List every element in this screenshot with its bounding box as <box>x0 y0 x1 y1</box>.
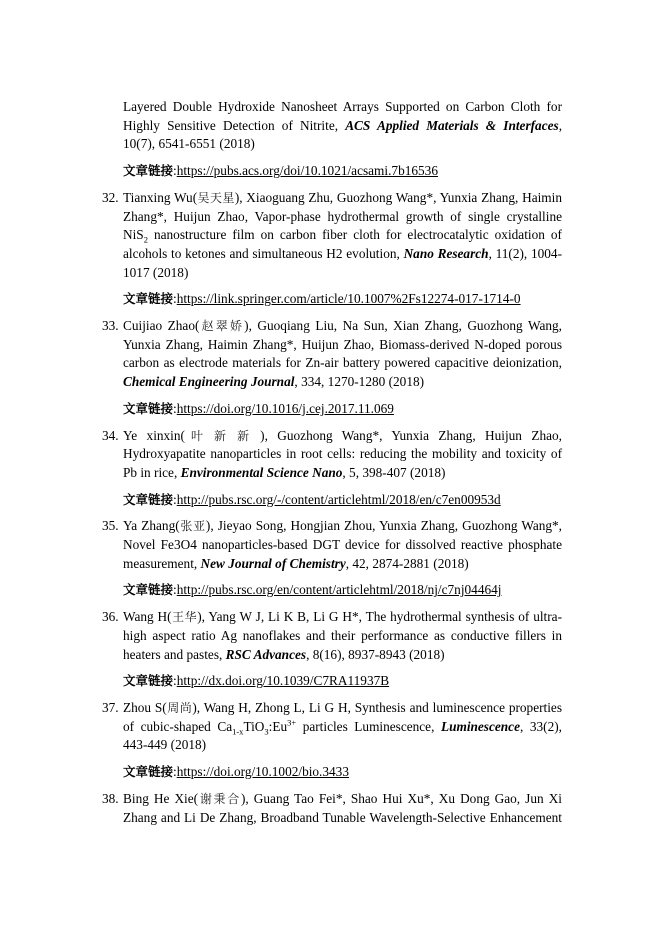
link-label: 文章链接 <box>123 491 174 507</box>
reference-details: , 8(16), 8937-8943 (2018) <box>306 646 445 662</box>
reference-text <box>123 517 562 573</box>
title-rest: particles Luminescence, <box>296 718 441 734</box>
link-separator: : <box>173 163 177 179</box>
reference-number: 34. <box>102 427 119 443</box>
authors-and-title: ), Wang H, Zhong L, Li G H, Synthesis and luminescence properties of cubic-shaped Ca <box>123 699 562 734</box>
reference-number: 32. <box>102 189 119 205</box>
author-chinese-name: 赵翠娇 <box>199 319 245 334</box>
journal-name: Environmental Science Nano <box>180 464 343 480</box>
authors-and-title: ), Guozhong Wang*, Yunxia Zhang, Huijun Zhao, Hydroxyapatite nanoparticles in root cells: reducing the mobility and toxicity of Pb in rice, <box>123 427 562 480</box>
link-separator: : <box>173 764 177 780</box>
reference-text <box>123 98 562 154</box>
author-chinese-name: 张亚 <box>179 519 206 534</box>
article-link-line <box>102 400 562 419</box>
article-link-line <box>102 581 562 600</box>
article-link[interactable]: http://pubs.rsc.org/en/content/articlehtml/2018/nj/c7nj04464j <box>176 582 502 598</box>
article-link-line <box>102 491 562 510</box>
authors-and-title: ), Yang W J, Li K B, Li G H*, The hydrothermal synthesis of ultra-high aspect ratio Ag nanoflakes and their performance as conductive fillers in heaters and pastes, <box>123 609 562 662</box>
reference-details: , 5, 398-407 (2018) <box>342 464 446 480</box>
reference-details: , 10(7), 6541-6551 (2018) <box>123 117 563 152</box>
journal-name: Nano Research <box>403 245 489 261</box>
reference-number: 38. <box>102 790 119 806</box>
author: Bing He Xie( <box>123 790 199 806</box>
journal-name: ACS Applied Materials & Interfaces <box>345 117 559 133</box>
article-link[interactable]: https://pubs.acs.org/doi/10.1021/acsami.7b16536 <box>176 163 438 179</box>
title-rest: nanostructure film on carbon fiber cloth for electrocatalytic oxidation of alcohols to ketones and simultaneous H2 evolution, <box>123 227 562 261</box>
link-separator: : <box>173 582 177 598</box>
author-chinese-name: 王华 <box>171 610 198 625</box>
article-link[interactable]: https://doi.org/10.1016/j.cej.2017.11.069 <box>176 400 394 416</box>
formula-subscript: 1-x <box>232 726 244 737</box>
article-link[interactable]: https://link.springer.com/article/10.1007%2Fs12274-017-1714-0 <box>176 291 521 307</box>
link-label: 文章链接 <box>123 291 174 307</box>
link-label: 文章链接 <box>123 764 174 780</box>
article-link-line <box>102 290 562 309</box>
authors-and-title: ), Guoqiang Liu, Na Sun, Xian Zhang, Guozhong Wang, Yunxia Zhang, Haimin Zhang*, Huijun Zhao, Biomass-derived N-doped porous carbon as electrode materials for Zn-air battery powered capacitive deionization, <box>123 318 562 371</box>
author-chinese-name: 谢秉合 <box>198 791 241 806</box>
reference-number: 37. <box>102 699 119 715</box>
article-link[interactable]: https://doi.org/10.1002/bio.3433 <box>176 764 349 780</box>
reference-number: 36. <box>102 609 119 625</box>
link-separator: : <box>173 491 177 507</box>
journal-name: New Journal of Chemistry <box>200 555 346 571</box>
formula-superscript: 3+ <box>287 717 297 728</box>
article-link[interactable]: http://pubs.rsc.org/-/content/articlehtml/2018/en/c7en00953d <box>176 491 501 507</box>
reference-text <box>123 608 562 664</box>
link-separator: : <box>173 673 177 689</box>
reference-entry-32 <box>102 189 562 283</box>
author: Zhou S( <box>123 699 167 715</box>
reference-details: , 11(2), 1004-1017 (2018) <box>123 245 562 280</box>
reference-details: , 42, 2874-2881 (2018) <box>345 555 469 571</box>
author-chinese-name: 叶新新 <box>184 428 261 443</box>
reference-entry-33 <box>102 317 562 392</box>
reference-entry-continued <box>102 98 562 154</box>
reference-details: , 33(2), 443-449 (2018) <box>123 718 562 753</box>
formula-subscript: 3 <box>264 726 269 737</box>
article-link-line <box>102 672 562 691</box>
reference-entry-37 <box>102 699 562 755</box>
formula-part: TiO <box>243 718 265 734</box>
journal-name: RSC Advances <box>225 646 307 662</box>
author: Ye xinxin( <box>123 427 185 443</box>
journal-name: Chemical Engineering Journal <box>123 374 295 390</box>
reference-entry-34 <box>102 427 562 483</box>
journal-name: Luminescence <box>440 718 520 734</box>
article-link[interactable]: http://dx.doi.org/10.1039/C7RA11937B <box>176 673 390 689</box>
reference-details: , 334, 1270-1280 (2018) <box>294 374 425 390</box>
link-label: 文章链接 <box>123 673 174 689</box>
reference-text <box>123 790 562 827</box>
reference-title: Layered Double Hydroxide Nanosheet Arrays Supported on Carbon Cloth for Highly Sensitive Detection of Nitrite, <box>123 99 562 133</box>
link-label: 文章链接 <box>123 163 174 179</box>
reference-text <box>123 699 562 755</box>
link-separator: : <box>173 400 177 416</box>
author: Cuijiao Zhao( <box>123 318 200 334</box>
author-chinese-name: 周尚 <box>166 700 193 715</box>
link-separator: : <box>173 291 177 307</box>
formula-subscript: 2 <box>143 234 148 245</box>
reference-entry-35 <box>102 517 562 573</box>
author: Wang H( <box>123 609 172 625</box>
authors-and-title: ), Guang Tao Fei*, Shao Hui Xu*, Xu Dong Gao, Jun Xi Zhang and Li De Zhang, Broadband Tunable Wavelength-Selective Enhancement <box>123 790 562 825</box>
reference-list <box>102 98 562 827</box>
link-label: 文章链接 <box>123 582 174 598</box>
reference-entry-36 <box>102 608 562 664</box>
reference-entry-38 <box>102 790 562 827</box>
reference-text <box>123 317 562 392</box>
reference-number: 35. <box>102 518 119 534</box>
author: Tianxing Wu( <box>123 189 198 205</box>
reference-number: 33. <box>102 318 119 334</box>
article-link-line <box>102 763 562 782</box>
article-link-line <box>102 162 562 181</box>
link-label: 文章链接 <box>123 400 174 416</box>
author: Ya Zhang( <box>123 518 180 534</box>
reference-text <box>123 189 562 283</box>
authors-and-title: ), Jieyao Song, Hongjian Zhou, Yunxia Zhang, Guozhong Wang*, Novel Fe3O4 nanoparticles-based DGT device for dissolved reactive phosphate measurement, <box>123 518 562 571</box>
author-chinese-name: 吴天星 <box>197 190 235 205</box>
authors-and-title: ), Xiaoguang Zhu, Guozhong Wang*, Yunxia Zhang, Haimin Zhang*, Huijun Zhao, Vapor-phase hydrothermal growth of single crystalline NiS <box>123 189 562 243</box>
reference-text <box>123 427 562 483</box>
formula-part: :Eu <box>268 718 288 734</box>
